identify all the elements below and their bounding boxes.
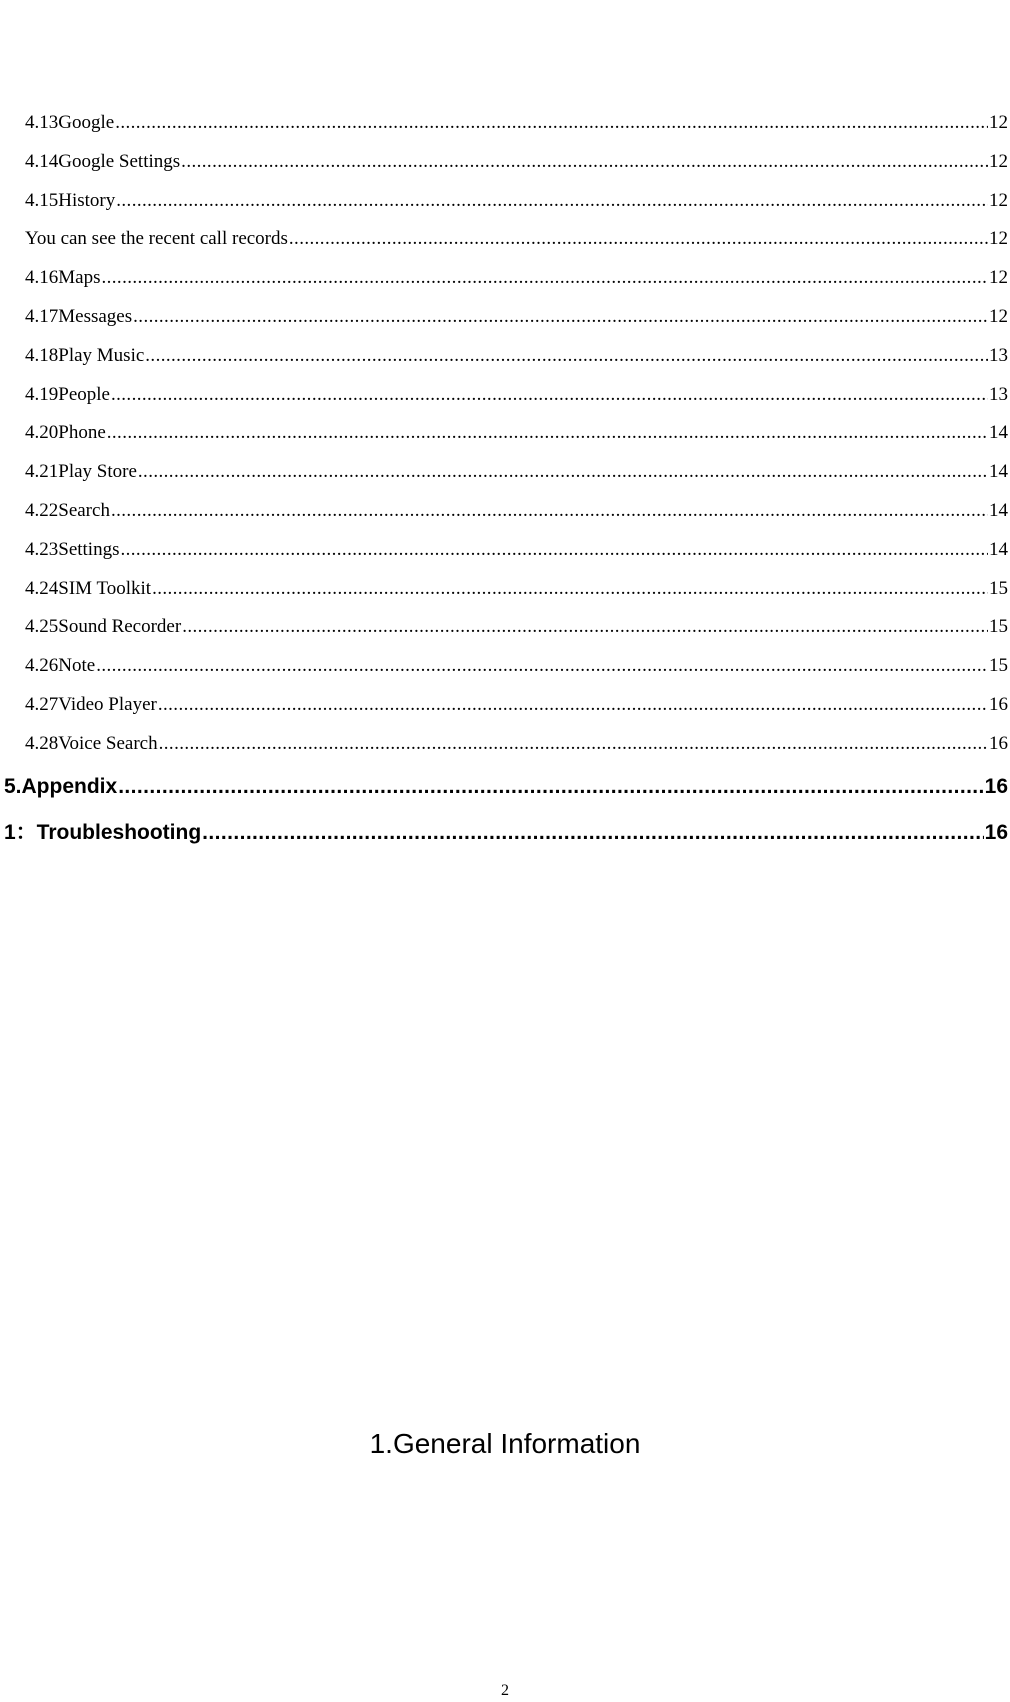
toc-entry-note[interactable] [0, 647, 1008, 686]
toc-entry-page: 14 [989, 461, 1008, 483]
toc-entry-page: 12 [989, 267, 1008, 289]
toc-entry-title: 1：Troubleshooting [4, 820, 202, 844]
toc-entry-play-store[interactable] [0, 453, 1008, 492]
toc-entry-settings[interactable] [0, 531, 1008, 570]
toc-entry-people[interactable] [0, 376, 1008, 415]
toc-entry-title: 5.Appendix [4, 774, 118, 798]
toc-entry-page: 12 [989, 228, 1008, 250]
toc-entry-messages[interactable] [0, 298, 1008, 337]
toc-dot-leader [138, 453, 988, 492]
page-number: 2 [501, 1682, 509, 1699]
toc-entry-page: 12 [989, 150, 1008, 172]
toc-entry-title: 4.26Note [25, 655, 96, 677]
section-heading: 1.General Information [369, 1428, 641, 1459]
toc-entry-recent-call-records[interactable] [0, 220, 1008, 259]
toc-entry-page: 15 [989, 577, 1008, 599]
toc-entry-history[interactable] [0, 182, 1008, 221]
toc-dot-leader [107, 414, 988, 453]
toc-entry-sound-recorder[interactable] [0, 608, 1008, 647]
toc-dot-leader [133, 298, 988, 337]
toc-entry-appendix[interactable] [0, 764, 1008, 810]
toc-entry-page: 14 [989, 422, 1008, 444]
toc-entry-page: 12 [989, 112, 1008, 133]
toc-entry-title: 4.15History [25, 189, 116, 211]
toc-entry-google-settings[interactable] [0, 143, 1008, 182]
toc-entry-page: 15 [989, 655, 1008, 677]
toc-dot-leader [289, 220, 988, 259]
toc-entry-page: 13 [989, 383, 1008, 405]
toc-entry-title: 4.13Google [25, 112, 115, 133]
toc-entry-page: 14 [989, 538, 1008, 560]
toc-entry-title: 4.23Settings [25, 538, 120, 560]
toc-dot-leader [145, 337, 988, 376]
toc-entry-title: 4.20Phone [25, 422, 106, 444]
toc-dot-leader [111, 376, 988, 415]
toc-dot-leader [120, 531, 988, 570]
toc-dot-leader [101, 259, 988, 298]
toc-entry-google[interactable] [0, 104, 1008, 143]
toc-entry-title: 4.21Play Store [25, 461, 137, 483]
toc-entry-title: 4.25Sound Recorder [25, 616, 182, 638]
toc-entry-page: 16 [984, 820, 1008, 844]
toc-entry-page: 16 [989, 693, 1008, 715]
toc-entry-page: 12 [989, 305, 1008, 327]
toc-entry-phone[interactable] [0, 414, 1008, 453]
toc-entry-page: 15 [989, 616, 1008, 638]
toc-entry-play-music[interactable] [0, 337, 1008, 376]
toc-dot-leader [158, 686, 988, 725]
toc-entry-title: 4.27Video Player [25, 693, 157, 715]
toc-entry-troubleshooting[interactable] [0, 810, 1008, 856]
toc-dot-leader [159, 725, 988, 764]
toc-entry-title: 4.28Voice Search [25, 732, 158, 754]
toc-dot-leader [116, 182, 988, 221]
toc-dot-leader [152, 570, 988, 609]
toc-entry-video-player[interactable] [0, 686, 1008, 725]
toc-entry-title: 4.16Maps [25, 267, 101, 289]
toc-entry-page: 16 [984, 774, 1008, 798]
toc-entry-page: 14 [989, 499, 1008, 521]
toc-entry-title: 4.19People [25, 383, 110, 405]
toc-dot-leader [111, 492, 988, 531]
toc-entry-title: 4.18Play Music [25, 344, 145, 366]
toc-entry-page: 13 [989, 344, 1008, 366]
toc-dot-leader [118, 764, 983, 810]
toc-entry-title: 4.24SIM Toolkit [25, 577, 152, 599]
toc-entry-title: You can see the recent call records [25, 228, 288, 250]
toc-dot-leader [96, 647, 988, 686]
toc-dot-leader [182, 608, 988, 647]
table-of-contents [0, 104, 1008, 856]
toc-entry-title: 4.17Messages [25, 305, 133, 327]
toc-entry-title: 4.14Google Settings [25, 150, 181, 172]
toc-entry-search[interactable] [0, 492, 1008, 531]
toc-entry-page: 12 [989, 189, 1008, 211]
toc-entry-voice-search[interactable] [0, 725, 1008, 764]
toc-dot-leader [202, 810, 983, 856]
toc-entry-title: 4.22Search [25, 499, 110, 521]
toc-entry-page: 16 [989, 732, 1008, 754]
toc-entry-sim-toolkit[interactable] [0, 570, 1008, 609]
toc-dot-leader [181, 143, 988, 182]
toc-dot-leader [115, 104, 988, 143]
toc-entry-maps[interactable] [0, 259, 1008, 298]
